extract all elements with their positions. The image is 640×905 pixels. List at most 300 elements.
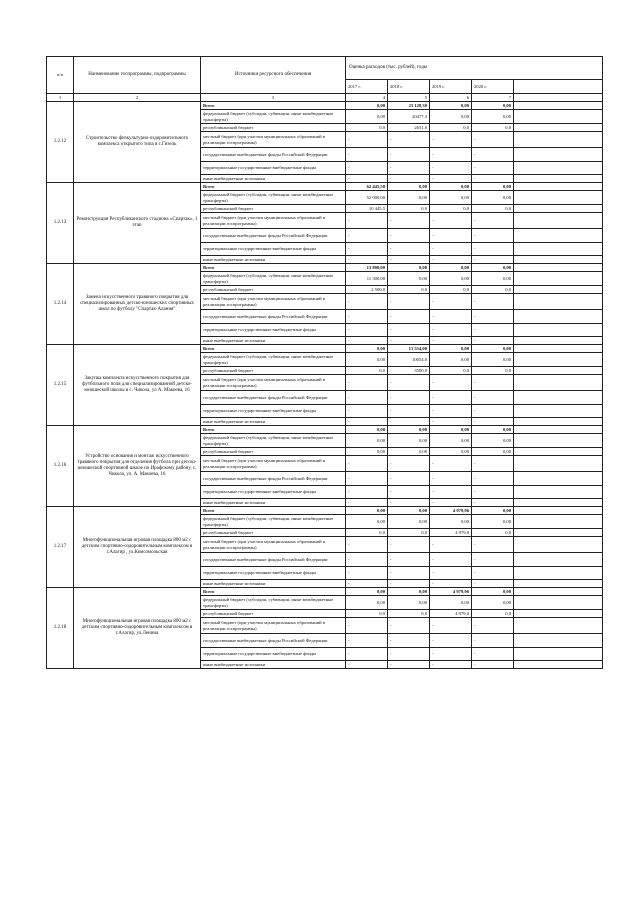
amount-cell: 0,0 <box>346 610 388 618</box>
amount-cell: 0,00 <box>346 448 388 456</box>
item-code: 1.2.13 <box>47 183 74 264</box>
amount-cell: - <box>346 229 388 243</box>
funding-source-label: Всего <box>201 588 346 596</box>
amount-cell: - <box>472 553 514 567</box>
blank-cell <box>514 553 603 567</box>
budget-table <box>46 56 603 669</box>
blank-cell <box>514 345 603 353</box>
amount-cell: 4 979,0 <box>430 529 472 537</box>
amount-cell: - <box>346 537 388 553</box>
amount-cell: - <box>346 213 388 229</box>
amount-cell: 0,00 <box>346 434 388 448</box>
amount-cell: - <box>346 162 388 175</box>
amount-cell: - <box>388 456 430 472</box>
amount-cell: 0,0 <box>346 367 388 375</box>
blank-cell <box>514 213 603 229</box>
item-code: 1.2.16 <box>47 426 74 507</box>
amount-cell: - <box>472 648 514 661</box>
amount-cell: 0,0 <box>472 286 514 294</box>
funding-source-label: Всего <box>201 264 346 272</box>
amount-cell: - <box>346 294 388 310</box>
amount-cell: 0,00 <box>388 515 430 529</box>
amount-cell: - <box>388 324 430 337</box>
blank-cell <box>514 426 603 434</box>
blank-cell <box>514 418 603 426</box>
funding-source-label: иные внебюджетные источники <box>201 661 346 669</box>
amount-cell: 0,00 <box>430 272 472 286</box>
amount-cell: 0,0 <box>472 205 514 213</box>
amount-cell: 0,00 <box>346 102 388 110</box>
funding-source-label: территориальные государственные внебюджетные фонды <box>201 405 346 418</box>
header-funding-source: Источники ресурсного обеспечения <box>201 57 346 94</box>
amount-cell: - <box>430 391 472 405</box>
blank-cell <box>514 610 603 618</box>
blank-cell <box>514 132 603 148</box>
blank-cell <box>514 243 603 256</box>
table-header <box>47 57 603 102</box>
funding-source-label: государственные внебюджетные фонды Российской Федерации <box>201 310 346 324</box>
funding-source-label: федеральный бюджет (субсидии, субвенции, иные межбюджетные трансферты) <box>201 515 346 529</box>
blank-cell <box>514 286 603 294</box>
amount-cell: 0,00 <box>430 191 472 205</box>
funding-source-label: федеральный бюджет (субсидии, субвенции, иные межбюджетные трансферты) <box>201 272 346 286</box>
header-estimate: Оценка расходов (тыс. рублей), годы <box>346 57 603 80</box>
amount-cell: - <box>388 580 430 588</box>
amount-cell: 0,00 <box>430 515 472 529</box>
amount-cell: - <box>346 324 388 337</box>
funding-source-label: местный бюджет (при участии муниципальных образований в реализации госпрограммы) <box>201 375 346 391</box>
amount-cell: 0,00 <box>430 110 472 124</box>
amount-cell: - <box>388 553 430 567</box>
blank-cell <box>514 124 603 132</box>
amount-cell: - <box>346 553 388 567</box>
amount-cell: - <box>430 537 472 553</box>
amount-cell: 0,0 <box>472 367 514 375</box>
funding-source-label: Всего <box>201 102 346 110</box>
amount-cell: - <box>430 618 472 634</box>
blank-cell <box>514 507 603 515</box>
blank-cell <box>514 102 603 110</box>
amount-cell: 0,00 <box>430 264 472 272</box>
amount-cell: - <box>430 648 472 661</box>
amount-cell: 0,0 <box>472 124 514 132</box>
amount-cell: - <box>430 310 472 324</box>
header-program-name: Наименование госпрограммы, подпрограммы <box>74 57 201 94</box>
amount-cell: - <box>388 148 430 162</box>
blank-cell <box>514 499 603 507</box>
amount-cell: - <box>388 243 430 256</box>
amount-cell: - <box>472 391 514 405</box>
index-blank <box>514 94 603 102</box>
amount-cell: 0,00 <box>472 110 514 124</box>
amount-cell: 0,00 <box>430 345 472 353</box>
amount-cell: - <box>430 243 472 256</box>
amount-cell: 0,00 <box>346 426 388 434</box>
funding-source-label: Всего <box>201 426 346 434</box>
header-year-2018: 2018 г. <box>388 80 430 94</box>
amount-cell: 0,00 <box>388 596 430 610</box>
amount-cell: 0,0 <box>472 529 514 537</box>
amount-cell: - <box>430 148 472 162</box>
amount-cell: 13 800,00 <box>346 264 388 272</box>
funding-source-label: федеральный бюджет (субсидии, субвенции, иные межбюджетные трансферты) <box>201 191 346 205</box>
funding-source-label: государственные внебюджетные фонды Российской Федерации <box>201 148 346 162</box>
amount-cell: 0,0 <box>472 610 514 618</box>
blank-cell <box>514 272 603 286</box>
amount-cell: - <box>472 324 514 337</box>
blank-cell <box>514 537 603 553</box>
amount-cell: - <box>346 391 388 405</box>
index-4: 4 <box>346 94 388 102</box>
funding-source-label: иные внебюджетные источники <box>201 256 346 264</box>
amount-cell: - <box>388 537 430 553</box>
amount-cell: 0,00 <box>472 448 514 456</box>
item-name: Устройство основания и монтаж искусственного травяного покрытия для отделения футбола при детско-юношеской спортивной школе по Ирафскому району, с. Чикола, ул. А. Макоева, 16 <box>74 426 201 507</box>
amount-cell: 0,0 <box>346 529 388 537</box>
amount-cell: - <box>388 132 430 148</box>
amount-cell: 0,00 <box>430 448 472 456</box>
blank-cell <box>514 310 603 324</box>
item-code: 1.2.12 <box>47 102 74 183</box>
blank-cell <box>514 648 603 661</box>
amount-cell: 0,00 <box>472 588 514 596</box>
blank-cell <box>514 405 603 418</box>
amount-cell: - <box>346 472 388 486</box>
funding-source-label: территориальные государственные внебюджетные фонды <box>201 324 346 337</box>
funding-source-label: Всего <box>201 183 346 191</box>
index-2: 2 <box>74 94 201 102</box>
funding-source-label: государственные внебюджетные фонды Российской Федерации <box>201 553 346 567</box>
amount-cell: - <box>388 310 430 324</box>
amount-cell: - <box>388 337 430 345</box>
amount-cell: 0,00 <box>430 353 472 367</box>
amount-cell: - <box>346 567 388 580</box>
amount-cell: - <box>346 243 388 256</box>
amount-cell: 0,00 <box>472 102 514 110</box>
amount-cell: - <box>388 472 430 486</box>
funding-source-label: иные внебюджетные источники <box>201 337 346 345</box>
blank-cell <box>514 162 603 175</box>
item-name: Многофункциональная игровая площадка 800 м2 с детским спортивно-оздоровительным комплексом в г.Алагир, ул.Ленина <box>74 588 201 669</box>
amount-cell: - <box>388 567 430 580</box>
header-year-2020: 2020 г. <box>472 80 514 94</box>
amount-cell: - <box>346 618 388 634</box>
blank-cell <box>514 183 603 191</box>
amount-cell: 10054,0 <box>388 353 430 367</box>
table-row <box>47 507 603 515</box>
amount-cell: 0,00 <box>472 515 514 529</box>
funding-source-label: местный бюджет (при участии муниципальных образований в реализации госпрограммы) <box>201 456 346 472</box>
table-row <box>47 426 603 434</box>
budget-sheet <box>46 56 602 669</box>
amount-cell: 4 979,96 <box>430 507 472 515</box>
amount-cell: - <box>430 162 472 175</box>
funding-source-label: территориальные государственные внебюджетные фонды <box>201 567 346 580</box>
funding-source-label: государственные внебюджетные фонды Российской Федерации <box>201 472 346 486</box>
funding-source-label: местный бюджет (при участии муниципальных образований в реализации госпрограммы) <box>201 618 346 634</box>
amount-cell: - <box>388 661 430 669</box>
item-name: Закупка комплекта искусственного покрытия для футбольного поля для специализированной детско-юношеской школы в с. Чикола, ул А. Макоева, 16 <box>74 345 201 426</box>
amount-cell: - <box>346 486 388 499</box>
index-1: 1 <box>47 94 74 102</box>
item-name: Замена искусственного травяного покрытия для специализированных детско-юношеских спортивных школ по футболу "Спартак-Алания" <box>74 264 201 345</box>
blank-cell <box>514 337 603 345</box>
amount-cell: - <box>472 148 514 162</box>
blank-cell <box>514 486 603 499</box>
funding-source-label: иные внебюджетные источники <box>201 580 346 588</box>
funding-source-label: местный бюджет (при участии муниципальных образований в реализации госпрограммы) <box>201 213 346 229</box>
amount-cell: - <box>472 294 514 310</box>
amount-cell: 0,00 <box>388 191 430 205</box>
table-body <box>47 102 603 669</box>
amount-cell: - <box>472 567 514 580</box>
amount-cell: - <box>346 148 388 162</box>
amount-cell: - <box>430 294 472 310</box>
table-row <box>47 102 603 110</box>
amount-cell: 0,00 <box>472 272 514 286</box>
funding-source-label: республиканский бюджет <box>201 124 346 132</box>
blank-cell <box>514 588 603 596</box>
amount-cell: 0,00 <box>388 183 430 191</box>
amount-cell: 0,00 <box>430 596 472 610</box>
amount-cell: 0,0 <box>388 286 430 294</box>
blank-cell <box>514 229 603 243</box>
amount-cell: 0,00 <box>472 264 514 272</box>
amount-cell: 0,0 <box>430 205 472 213</box>
blank-cell <box>514 191 603 205</box>
amount-cell: - <box>346 456 388 472</box>
amount-cell: 0,00 <box>472 426 514 434</box>
amount-cell: 0,00 <box>430 183 472 191</box>
item-code: 1.2.14 <box>47 264 74 345</box>
amount-cell: - <box>472 486 514 499</box>
amount-cell: - <box>388 499 430 507</box>
amount-cell: - <box>388 486 430 499</box>
funding-source-label: иные внебюджетные источники <box>201 499 346 507</box>
index-6: 6 <box>430 94 472 102</box>
amount-cell: 0,00 <box>346 110 388 124</box>
amount-cell: - <box>346 132 388 148</box>
table-row <box>47 264 603 272</box>
blank-cell <box>514 367 603 375</box>
amount-cell: - <box>472 256 514 264</box>
amount-cell: - <box>388 634 430 648</box>
amount-cell: - <box>388 213 430 229</box>
amount-cell: - <box>430 472 472 486</box>
item-name: Реконструкция Республиканского стадиона «Спартак», 1 этап <box>74 183 201 264</box>
amount-cell: - <box>346 337 388 345</box>
amount-cell: - <box>430 175 472 183</box>
amount-cell: - <box>472 229 514 243</box>
amount-cell: 23 128,30 <box>388 102 430 110</box>
amount-cell: - <box>346 310 388 324</box>
blank-cell <box>514 256 603 264</box>
item-code: 1.2.15 <box>47 345 74 426</box>
funding-source-label: территориальные государственные внебюджетные фонды <box>201 243 346 256</box>
amount-cell: 3500,0 <box>388 367 430 375</box>
funding-source-label: государственные внебюджетные фонды Российской Федерации <box>201 391 346 405</box>
funding-source-label: республиканский бюджет <box>201 610 346 618</box>
header-number: п/п <box>47 57 74 94</box>
amount-cell: 0,00 <box>346 596 388 610</box>
amount-cell: - <box>472 418 514 426</box>
amount-cell: - <box>430 634 472 648</box>
blank-cell <box>514 175 603 183</box>
funding-source-label: республиканский бюджет <box>201 367 346 375</box>
amount-cell: 0,00 <box>346 345 388 353</box>
item-name: Многофункциональная игровая площадка 800 м2 с детским спортивно-оздоровительным комплексом в г.Алагир , ул.Комсомольская <box>74 507 201 588</box>
amount-cell: 11 300,00 <box>346 272 388 286</box>
amount-cell: - <box>430 213 472 229</box>
table-row <box>47 588 603 596</box>
amount-cell: - <box>388 391 430 405</box>
amount-cell: - <box>346 499 388 507</box>
amount-cell: - <box>430 553 472 567</box>
amount-cell: - <box>472 405 514 418</box>
funding-source-label: иные внебюджетные источники <box>201 418 346 426</box>
amount-cell: - <box>430 405 472 418</box>
amount-cell: - <box>472 456 514 472</box>
amount-cell: 0,0 <box>388 205 430 213</box>
blank-cell <box>514 596 603 610</box>
blank-cell <box>514 353 603 367</box>
blank-cell <box>514 580 603 588</box>
funding-source-label: республиканский бюджет <box>201 448 346 456</box>
amount-cell: 0,00 <box>346 507 388 515</box>
amount-cell: - <box>430 256 472 264</box>
amount-cell: - <box>430 456 472 472</box>
amount-cell: 0,00 <box>472 434 514 448</box>
amount-cell: 0,00 <box>346 588 388 596</box>
amount-cell: 0,00 <box>388 448 430 456</box>
funding-source-label: республиканский бюджет <box>201 286 346 294</box>
amount-cell: 0,0 <box>430 124 472 132</box>
table-row <box>47 183 603 191</box>
funding-source-label: государственные внебюджетные фонды Российской Федерации <box>201 229 346 243</box>
amount-cell: - <box>346 634 388 648</box>
amount-cell: 2651,0 <box>388 124 430 132</box>
amount-cell: 0,00 <box>388 588 430 596</box>
blank-cell <box>514 294 603 310</box>
amount-cell: 0,00 <box>388 272 430 286</box>
amount-cell: 0,00 <box>388 507 430 515</box>
amount-cell: - <box>388 405 430 418</box>
amount-cell: 0,0 <box>346 124 388 132</box>
funding-source-label: федеральный бюджет (субсидии, субвенции, иные межбюджетные трансферты) <box>201 110 346 124</box>
amount-cell: 10 445,5 <box>346 205 388 213</box>
blank-cell <box>514 618 603 634</box>
funding-source-label: федеральный бюджет (субсидии, субвенции, иные межбюджетные трансферты) <box>201 434 346 448</box>
amount-cell: - <box>430 229 472 243</box>
amount-cell: 0,00 <box>388 434 430 448</box>
table-row <box>47 345 603 353</box>
amount-cell: 0,00 <box>346 353 388 367</box>
amount-cell: - <box>472 162 514 175</box>
funding-source-label: Всего <box>201 345 346 353</box>
amount-cell: - <box>346 375 388 391</box>
amount-cell: - <box>388 294 430 310</box>
amount-cell: - <box>472 213 514 229</box>
blank-cell <box>514 472 603 486</box>
amount-cell: - <box>388 648 430 661</box>
amount-cell: - <box>472 499 514 507</box>
blank-cell <box>514 448 603 456</box>
amount-cell: - <box>388 375 430 391</box>
blank-cell <box>514 661 603 669</box>
amount-cell: - <box>472 537 514 553</box>
header-year-2017: 2017 г. <box>346 80 388 94</box>
funding-source-label: местный бюджет (при участии муниципальных образований в реализации госпрограммы) <box>201 537 346 553</box>
funding-source-label: республиканский бюджет <box>201 529 346 537</box>
funding-source-label: территориальные государственные внебюджетные фонды <box>201 486 346 499</box>
amount-cell: 0,0 <box>430 367 472 375</box>
amount-cell: - <box>388 229 430 243</box>
item-code: 1.2.18 <box>47 588 74 669</box>
amount-cell: 4 979,96 <box>430 588 472 596</box>
item-name: Строительство физкультурно-оздоровительного комплекса открытого типа в с.Гизель <box>74 102 201 183</box>
amount-cell: 0,0 <box>388 529 430 537</box>
amount-cell: - <box>430 486 472 499</box>
amount-cell: 0,00 <box>430 434 472 448</box>
funding-source-label: местный бюджет (при участии муниципальных образований в реализации госпрограммы) <box>201 294 346 310</box>
amount-cell: 0,00 <box>472 191 514 205</box>
blank-cell <box>514 434 603 448</box>
header-blank <box>514 80 603 94</box>
amount-cell: - <box>388 418 430 426</box>
blank-cell <box>514 110 603 124</box>
blank-cell <box>514 148 603 162</box>
amount-cell: - <box>346 175 388 183</box>
amount-cell: - <box>472 337 514 345</box>
amount-cell: 0,00 <box>388 264 430 272</box>
amount-cell: - <box>472 132 514 148</box>
amount-cell: - <box>430 324 472 337</box>
header-year-2019: 2019 г. <box>430 80 472 94</box>
funding-source-label: территориальные государственные внебюджетные фонды <box>201 648 346 661</box>
amount-cell: 20477,3 <box>388 110 430 124</box>
amount-cell: - <box>388 162 430 175</box>
funding-source-label: федеральный бюджет (субсидии, субвенции, иные межбюджетные трансферты) <box>201 353 346 367</box>
blank-cell <box>514 324 603 337</box>
amount-cell: 0,00 <box>430 102 472 110</box>
amount-cell: - <box>430 337 472 345</box>
amount-cell: - <box>430 567 472 580</box>
blank-cell <box>514 634 603 648</box>
amount-cell: - <box>346 405 388 418</box>
item-code: 1.2.17 <box>47 507 74 588</box>
blank-cell <box>514 456 603 472</box>
amount-cell: - <box>472 472 514 486</box>
amount-cell: - <box>346 256 388 264</box>
amount-cell: 0,0 <box>430 286 472 294</box>
amount-cell: - <box>472 661 514 669</box>
amount-cell: 0,00 <box>388 426 430 434</box>
amount-cell: - <box>346 580 388 588</box>
amount-cell: 0,0 <box>388 610 430 618</box>
funding-source-label: территориальные государственные внебюджетные фонды <box>201 162 346 175</box>
blank-cell <box>514 567 603 580</box>
amount-cell: - <box>430 661 472 669</box>
amount-cell: 0,00 <box>472 353 514 367</box>
amount-cell: - <box>346 418 388 426</box>
amount-cell: - <box>472 618 514 634</box>
amount-cell: 13 554,00 <box>388 345 430 353</box>
amount-cell: 0,00 <box>346 515 388 529</box>
amount-cell: 0,00 <box>472 345 514 353</box>
amount-cell: - <box>472 634 514 648</box>
amount-cell: - <box>472 580 514 588</box>
funding-source-label: федеральный бюджет (субсидии, субвенции, иные межбюджетные трансферты) <box>201 596 346 610</box>
